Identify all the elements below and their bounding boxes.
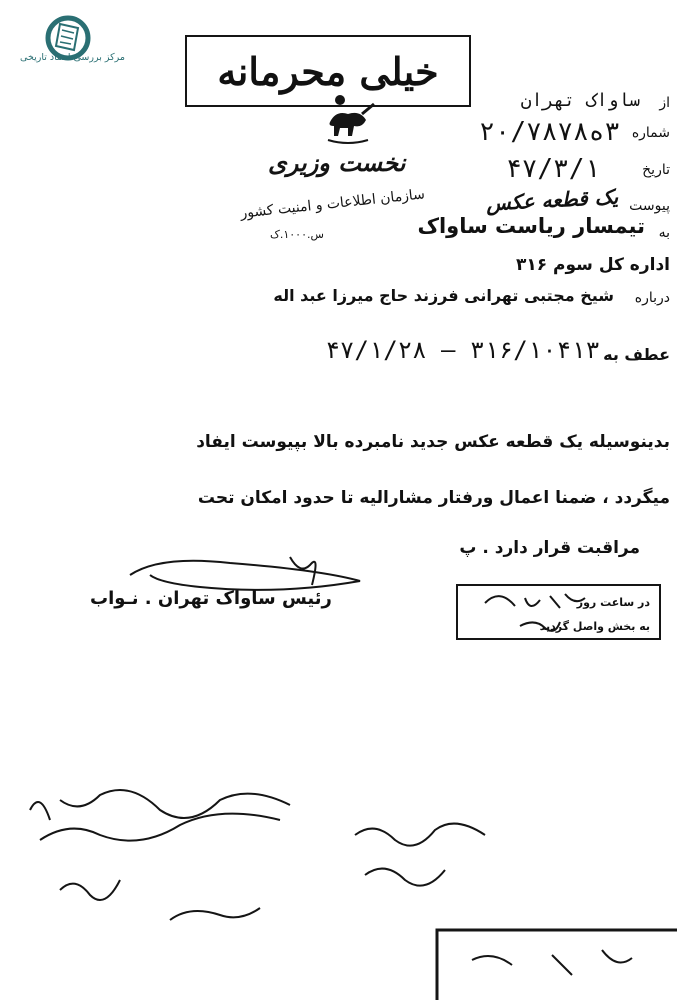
to-label: به xyxy=(658,225,670,241)
to-value: تیمسار ریاست ساواک xyxy=(417,214,645,238)
body-line-1: بدینوسیله یک قطعه عکس جدید نامبرده بالا بپیوست ایفاد xyxy=(196,432,670,452)
stamp-handwriting-icon xyxy=(480,588,600,638)
subject-value: شیخ مجتبی تهرانی فرزند حاج میرزا عبد اله xyxy=(273,286,614,305)
number-label: شماره xyxy=(631,125,670,141)
department-value: اداره کل سوم ۳۱۶ xyxy=(516,255,670,275)
from-label: از xyxy=(659,95,670,111)
letterhead-organization: سازمان اطلاعات و امنیت کشور xyxy=(239,186,426,222)
body-line-3: مراقبت قرار دارد . پ xyxy=(459,538,640,558)
body-line-2: میگردد ، ضمنا اعمال ورفتار مشارالیه تا حدود امکان تحت xyxy=(197,488,670,508)
letterhead-code: س.۱۰۰۰.ک xyxy=(270,228,324,241)
signature-title: رئیس ساواک تهران . نـواب xyxy=(90,588,332,609)
number-value: ۳ه۲۰/۷۸۷۸ xyxy=(479,117,620,147)
letterhead-ministry: نخست وزیری xyxy=(268,148,406,177)
subject-label: درباره xyxy=(634,290,670,306)
handwritten-note-right-icon xyxy=(345,815,505,905)
stamp-line-1: در ساعت روز xyxy=(576,596,650,609)
lion-and-sun-emblem-icon xyxy=(318,92,378,147)
from-value: ساواک تهران xyxy=(520,90,640,111)
handwritten-note-left-icon xyxy=(20,780,310,940)
stamp-corner-icon xyxy=(432,920,682,1000)
date-label: تاریخ xyxy=(642,162,670,178)
attachment-value: یک قطعه عکس xyxy=(485,184,619,216)
stamp-line-2: به بخش واصل گردید xyxy=(539,620,650,633)
ref-value: ۴۷/۱/۲۸ — ۳۱۶/۱۰۴۱۳ xyxy=(325,336,600,364)
logo-caption: مرکز بررسی اسناد تاریخی xyxy=(20,52,125,63)
attachment-label: پیوست xyxy=(629,198,670,214)
ref-label: عطف به xyxy=(603,345,670,364)
classification-stamp: خیلی محرمانه xyxy=(185,35,471,107)
date-value: ۴۷/۳/۱ xyxy=(506,154,600,184)
